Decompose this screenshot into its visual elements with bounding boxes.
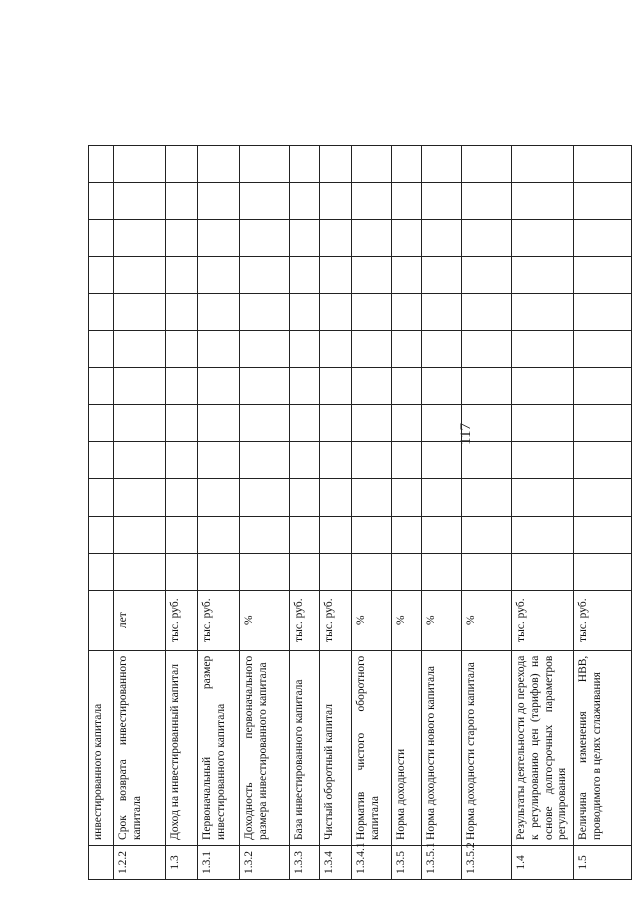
empty-cell (166, 146, 198, 183)
empty-cell (392, 368, 422, 405)
empty-cell (512, 331, 574, 368)
empty-cell (352, 405, 392, 442)
empty-cell (166, 553, 198, 590)
empty-cell (392, 294, 422, 331)
empty-cell (512, 257, 574, 294)
empty-cell (290, 146, 320, 183)
empty-cell (240, 553, 290, 590)
table-row (462, 146, 512, 880)
empty-cell (166, 220, 198, 257)
empty-cell (462, 294, 512, 331)
table-row (574, 146, 632, 880)
empty-cell (512, 368, 574, 405)
row-unit: лет (114, 590, 166, 650)
empty-cell (392, 516, 422, 553)
empty-cell (512, 220, 574, 257)
empty-cell (352, 553, 392, 590)
row-unit: % (392, 590, 422, 650)
empty-cell (392, 479, 422, 516)
empty-cell (352, 479, 392, 516)
empty-cell (166, 294, 198, 331)
row-name: Норма доходности нового капитала (422, 650, 462, 845)
row-number: 1.3.5.1 (422, 845, 462, 879)
empty-cell (320, 294, 352, 331)
empty-cell (422, 220, 462, 257)
cell-name: инвестированного капитала (89, 650, 114, 845)
table-row (392, 146, 422, 880)
empty-cell (422, 553, 462, 590)
empty-cell (422, 146, 462, 183)
empty-cell (574, 294, 632, 331)
empty-cell (422, 294, 462, 331)
empty-cell (462, 368, 512, 405)
empty-cell (392, 553, 422, 590)
row-number: 1.2.2 (114, 845, 166, 879)
table-row (166, 146, 198, 880)
empty-cell (422, 331, 462, 368)
empty-cell (392, 442, 422, 479)
empty-cell (166, 183, 198, 220)
empty-cell (240, 220, 290, 257)
empty-cell (462, 553, 512, 590)
empty-cell (240, 257, 290, 294)
row-unit: тыс. руб. (320, 590, 352, 650)
empty-cell (462, 405, 512, 442)
empty-cell (114, 405, 166, 442)
empty-cell (422, 516, 462, 553)
empty-cell (392, 257, 422, 294)
empty-cell (320, 220, 352, 257)
empty-cell (352, 516, 392, 553)
empty-cell (462, 479, 512, 516)
empty-cell (240, 405, 290, 442)
empty-cell (574, 146, 632, 183)
empty-cell (320, 442, 352, 479)
row-number: 1.3.3 (290, 845, 320, 879)
row-number: 1.3.4 (320, 845, 352, 879)
empty-cell (198, 257, 240, 294)
empty-cell (462, 146, 512, 183)
empty-cell (198, 405, 240, 442)
empty-cell (512, 405, 574, 442)
empty-cell (392, 220, 422, 257)
row-name: Величина изменения НВВ, проводимого в целях сглаживания (574, 650, 632, 845)
row-name: Норма доходности (392, 650, 422, 845)
empty-cell (574, 368, 632, 405)
empty-cell (512, 183, 574, 220)
empty-cell (290, 442, 320, 479)
row-unit: % (240, 590, 290, 650)
row-unit: тыс. руб. (198, 590, 240, 650)
table-row (422, 146, 462, 880)
empty-cell (240, 516, 290, 553)
row-name: Срок возврата инвестированного капитала (114, 650, 166, 845)
empty-cell (166, 479, 198, 516)
empty-cell (290, 183, 320, 220)
empty-cell (290, 553, 320, 590)
row-number: 1.4 (512, 845, 574, 879)
empty-cell (574, 257, 632, 294)
empty-cell (240, 146, 290, 183)
row-number: 1.3.1 (198, 845, 240, 879)
empty-cell (114, 146, 166, 183)
empty-cell (240, 479, 290, 516)
empty-cell (512, 479, 574, 516)
empty-cell (574, 516, 632, 553)
empty-cell (512, 442, 574, 479)
empty-cell (290, 257, 320, 294)
empty-cell (574, 331, 632, 368)
empty-cell (198, 146, 240, 183)
empty-cell (290, 405, 320, 442)
empty-cell (512, 294, 574, 331)
empty-cell (198, 553, 240, 590)
empty-cell (166, 257, 198, 294)
empty-cell (198, 479, 240, 516)
empty-cell (352, 294, 392, 331)
empty-cell (574, 479, 632, 516)
row-number: 1.3.5 (392, 845, 422, 879)
empty-cell (320, 368, 352, 405)
empty-cell (352, 257, 392, 294)
table-row (240, 146, 290, 880)
empty-cell (114, 553, 166, 590)
empty-cell (198, 331, 240, 368)
data-table (88, 145, 632, 880)
row-unit: % (422, 590, 462, 650)
empty-cell (166, 405, 198, 442)
empty-cell (422, 479, 462, 516)
empty-cell (574, 220, 632, 257)
empty-cell (422, 405, 462, 442)
empty-cell (392, 183, 422, 220)
empty-cell (392, 405, 422, 442)
empty-cell (114, 516, 166, 553)
empty-cell (198, 368, 240, 405)
empty-cell (462, 331, 512, 368)
empty-cell (320, 516, 352, 553)
table-row (320, 146, 352, 880)
empty-cell (240, 368, 290, 405)
empty-cell (574, 183, 632, 220)
empty-cell (320, 405, 352, 442)
row-name: Доход на инвестированный капитал (166, 650, 198, 845)
empty-cell (198, 294, 240, 331)
empty-cell (240, 183, 290, 220)
empty-cell (290, 294, 320, 331)
empty-cell (352, 183, 392, 220)
empty-cell (352, 368, 392, 405)
empty-cell (422, 368, 462, 405)
row-name: Первоначальный размер инвестированного капитала (198, 650, 240, 845)
page-number: 117 (458, 423, 474, 445)
row-unit: % (352, 590, 392, 650)
empty-cell (114, 331, 166, 368)
table-row (352, 146, 392, 880)
empty-cell (198, 183, 240, 220)
empty-cell (320, 479, 352, 516)
empty-cell (166, 331, 198, 368)
empty-cell (422, 257, 462, 294)
empty-cell (166, 442, 198, 479)
empty-cell (166, 368, 198, 405)
empty-cell (320, 183, 352, 220)
table-row (114, 146, 166, 880)
empty-cell (198, 220, 240, 257)
empty-cell (512, 516, 574, 553)
rotated-table-wrapper (88, 145, 603, 880)
row-unit: тыс. руб. (166, 590, 198, 650)
row-unit: тыс. руб. (574, 590, 632, 650)
empty-cell (574, 405, 632, 442)
empty-cell (290, 516, 320, 553)
empty-cell (422, 183, 462, 220)
empty-cell (290, 220, 320, 257)
empty-cell (290, 368, 320, 405)
row-unit: тыс. руб. (512, 590, 574, 650)
row-name: Норма доходности старого капитала (462, 650, 512, 845)
empty-cell (512, 146, 574, 183)
table-row (198, 146, 240, 880)
empty-cell (240, 331, 290, 368)
empty-cell (114, 294, 166, 331)
empty-cell (462, 257, 512, 294)
empty-cell (290, 331, 320, 368)
row-number: 1.3 (166, 845, 198, 879)
empty-cell (352, 220, 392, 257)
row-number: 1.3.4.1 (352, 845, 392, 879)
empty-cell (352, 331, 392, 368)
empty-cell (392, 331, 422, 368)
empty-cell (166, 516, 198, 553)
row-number: 1.5 (574, 845, 632, 879)
empty-cell (352, 442, 392, 479)
empty-cell (512, 553, 574, 590)
row-name: Доходность первоначального размера инвестированного капитала (240, 650, 290, 845)
table-row-continuation (89, 146, 114, 880)
empty-cell (352, 146, 392, 183)
empty-cell (114, 257, 166, 294)
row-name: База инвестированного капитала (290, 650, 320, 845)
row-name: Результаты деятельности до перехода к регулированию цен (тарифов) на основе долгосрочных параметров регулирования (512, 650, 574, 845)
empty-cell (462, 183, 512, 220)
empty-cell (392, 146, 422, 183)
empty-cell (320, 257, 352, 294)
empty-cell (320, 553, 352, 590)
empty-cell (198, 516, 240, 553)
row-unit: тыс. руб. (290, 590, 320, 650)
table-row (512, 146, 574, 880)
table-body (89, 146, 632, 880)
empty-cell (114, 220, 166, 257)
cell-unit (89, 590, 114, 650)
empty-cell (462, 220, 512, 257)
row-name: Чистый оборотный капитал (320, 650, 352, 845)
empty-cell (422, 442, 462, 479)
empty-cell (198, 442, 240, 479)
empty-cell (574, 553, 632, 590)
empty-cell (114, 183, 166, 220)
row-number: 1.3.2 (240, 845, 290, 879)
empty-cell (114, 442, 166, 479)
empty-cell (462, 442, 512, 479)
empty-cell (320, 331, 352, 368)
empty-cell (240, 294, 290, 331)
empty-cell (462, 516, 512, 553)
row-unit: % (462, 590, 512, 650)
cell-num (89, 845, 114, 879)
empty-cell (114, 368, 166, 405)
row-name: Норматив чистого оборотного капитала (352, 650, 392, 845)
empty-cell (290, 479, 320, 516)
empty-cell (114, 479, 166, 516)
empty-cell (574, 442, 632, 479)
empty-cell (240, 442, 290, 479)
table-row (290, 146, 320, 880)
empty-cell (320, 146, 352, 183)
row-number: 1.3.5.2 (462, 845, 512, 879)
